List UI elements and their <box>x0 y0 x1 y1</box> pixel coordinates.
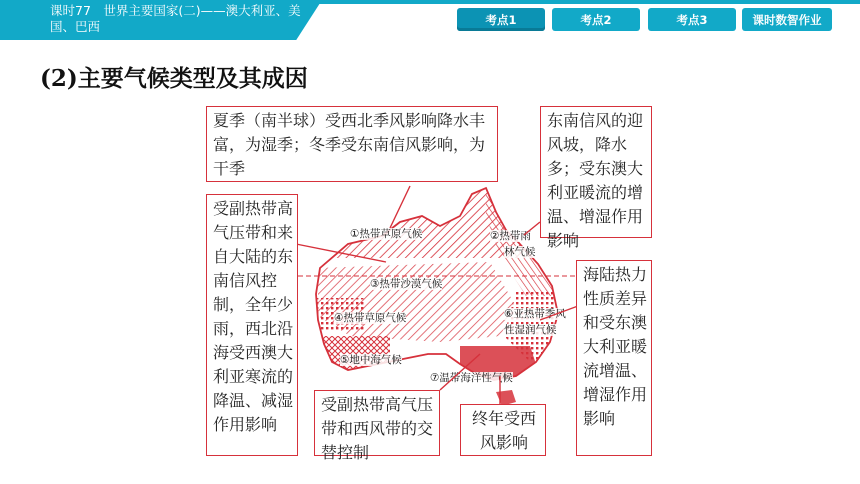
australia-climate-map <box>290 186 580 406</box>
map-label-1: ①热带草原气候 <box>350 228 423 240</box>
note-desert: 受副热带高气压带和来自大陆的东南信风控制，全年少雨，西北沿海受西澳大利亚寒流的降温、减湿作用影响 <box>206 194 298 456</box>
map-label-4: ④热带草原气候 <box>334 312 407 324</box>
note-northern-savanna: 夏季（南半球）受西北季风影响降水丰富，为湿季；冬季受东南信风影响，为干季 <box>206 106 498 182</box>
tab-kaodian-1[interactable]: 考点1 <box>457 8 545 31</box>
map-label-2a: ②热带雨 <box>490 230 531 242</box>
note-temperate-oceanic: 终年受西风影响 <box>460 404 546 456</box>
note-mediterranean: 受副热带高气压带和西风带的交替控制 <box>314 390 440 456</box>
tab-kaodian-3[interactable]: 考点3 <box>648 8 736 31</box>
map-label-6b: 性湿润气候 <box>504 324 557 336</box>
map-label-6a: ⑥亚热带季风 <box>504 308 566 320</box>
note-subtropical-monsoon: 海陆热力性质差异和受东澳大利亚暖流增温、增湿作用影响 <box>576 260 652 456</box>
map-label-5: ⑤地中海气候 <box>340 354 402 366</box>
lesson-title: 课时77 世界主要国家(二)——澳大利亚、美国、巴西 <box>50 3 301 34</box>
map-label-2b: 林气候 <box>504 246 536 258</box>
note-rainforest: 东南信风的迎风坡，降水多；受东澳大利亚暖流的增温、增湿作用影响 <box>540 106 652 238</box>
map-label-7: ⑦温带海洋性气候 <box>430 372 513 384</box>
map-label-3: ③热带沙漠气候 <box>370 278 443 290</box>
section-heading: (2)主要气候类型及其成因 <box>40 65 308 92</box>
tab-homework[interactable]: 课时数智作业 <box>742 8 832 31</box>
tab-kaodian-2[interactable]: 考点2 <box>552 8 640 31</box>
